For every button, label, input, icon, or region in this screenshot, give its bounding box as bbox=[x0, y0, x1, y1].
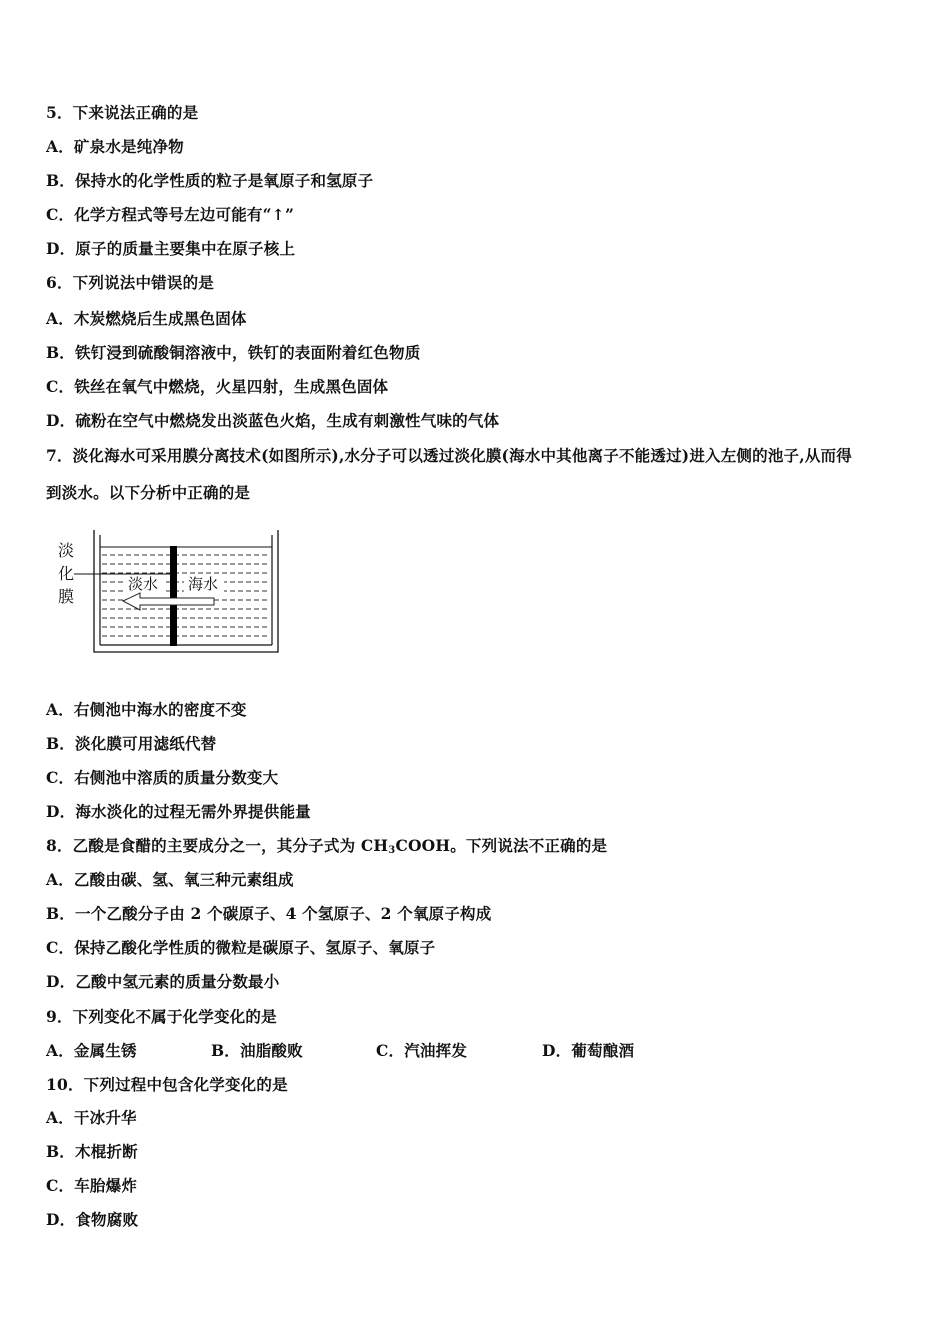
q7-option-c: C．右侧池中溶质的质量分数变大 bbox=[46, 768, 279, 787]
q6-option-d: D．硫粉在空气中燃烧发出淡蓝色火焰，生成有刺激性气味的气体 bbox=[46, 411, 500, 430]
q6-option-a: A．木炭燃烧后生成黑色固体 bbox=[46, 309, 247, 328]
membrane bbox=[170, 546, 177, 646]
q10-option-a: A．干冰升华 bbox=[46, 1108, 137, 1127]
q8-option-b: B．一个乙酸分子由 2 个碳原子、4 个氢原子、2 个氧原子构成 bbox=[46, 904, 492, 923]
q8-option-c: C．保持乙酸化学性质的微粒是碳原子、氢原子、氧原子 bbox=[46, 938, 436, 957]
membrane-label-char-1: 淡 bbox=[58, 541, 75, 560]
q5-option-a: A．矿泉水是纯净物 bbox=[46, 137, 184, 156]
q8-stem-subscript: 3 bbox=[388, 845, 396, 856]
q5-option-b: B．保持水的化学性质的粒子是氧原子和氢原子 bbox=[46, 171, 374, 190]
q9-option-a: A．金属生锈 bbox=[46, 1041, 137, 1060]
q9-option-c: C．汽油挥发 bbox=[376, 1041, 468, 1060]
water-dashes bbox=[102, 555, 270, 636]
q8-stem-post: COOH。下列说法不正确的是 bbox=[395, 836, 608, 855]
left-pool-label: 淡水 bbox=[128, 575, 159, 593]
q5-option-c: C．化学方程式等号左边可能有“↑” bbox=[46, 205, 295, 224]
q8-option-a: A．乙酸由碳、氢、氧三种元素组成 bbox=[46, 870, 294, 889]
question-9-stem: 9．下列变化不属于化学变化的是 bbox=[46, 1007, 277, 1026]
q8-stem-pre: 8．乙酸是食醋的主要成分之一，其分子式为 CH bbox=[46, 836, 389, 855]
q7-option-a: A．右侧池中海水的密度不变 bbox=[46, 700, 247, 719]
question-10-stem: 10．下列过程中包含化学变化的是 bbox=[46, 1075, 288, 1094]
flow-arrow-icon bbox=[123, 593, 214, 610]
right-pool-label: 海水 bbox=[188, 575, 219, 593]
q8-option-d: D．乙酸中氢元素的质量分数最小 bbox=[46, 972, 280, 991]
q9-option-b: B．油脂酸败 bbox=[211, 1041, 303, 1060]
q9-options-row bbox=[46, 1039, 906, 1061]
question-7-stem-line2: 到淡水。以下分析中正确的是 bbox=[46, 483, 251, 502]
q10-option-d: D．食物腐败 bbox=[46, 1210, 139, 1229]
question-6-stem: 6．下列说法中错误的是 bbox=[46, 273, 214, 292]
q6-option-c: C．铁丝在氧气中燃烧，火星四射，生成黑色固体 bbox=[46, 377, 389, 396]
q10-option-c: C．车胎爆炸 bbox=[46, 1176, 138, 1195]
q7-option-d: D．海水淡化的过程无需外界提供能量 bbox=[46, 802, 311, 821]
q10-option-b: B．木棍折断 bbox=[46, 1142, 138, 1161]
q9-option-d: D．葡萄酿酒 bbox=[542, 1041, 635, 1060]
q5-option-d: D．原子的质量主要集中在原子核上 bbox=[46, 239, 296, 258]
membrane-label-char-2: 化 bbox=[58, 564, 75, 583]
question-7-stem-line1: 7．淡化海水可采用膜分离技术(如图所示),水分子可以透过淡化膜(海水中其他离子不能透过)进入左侧的池子,从而得 bbox=[46, 446, 852, 465]
question-8-stem bbox=[46, 834, 607, 856]
membrane-diagram bbox=[56, 527, 286, 659]
question-5-stem: 5．下来说法正确的是 bbox=[46, 103, 199, 122]
q7-option-b: B．淡化膜可用滤纸代替 bbox=[46, 734, 217, 753]
membrane-label-char-3: 膜 bbox=[58, 587, 75, 606]
q6-option-b: B．铁钉浸到硫酸铜溶液中，铁钉的表面附着红色物质 bbox=[46, 343, 421, 362]
